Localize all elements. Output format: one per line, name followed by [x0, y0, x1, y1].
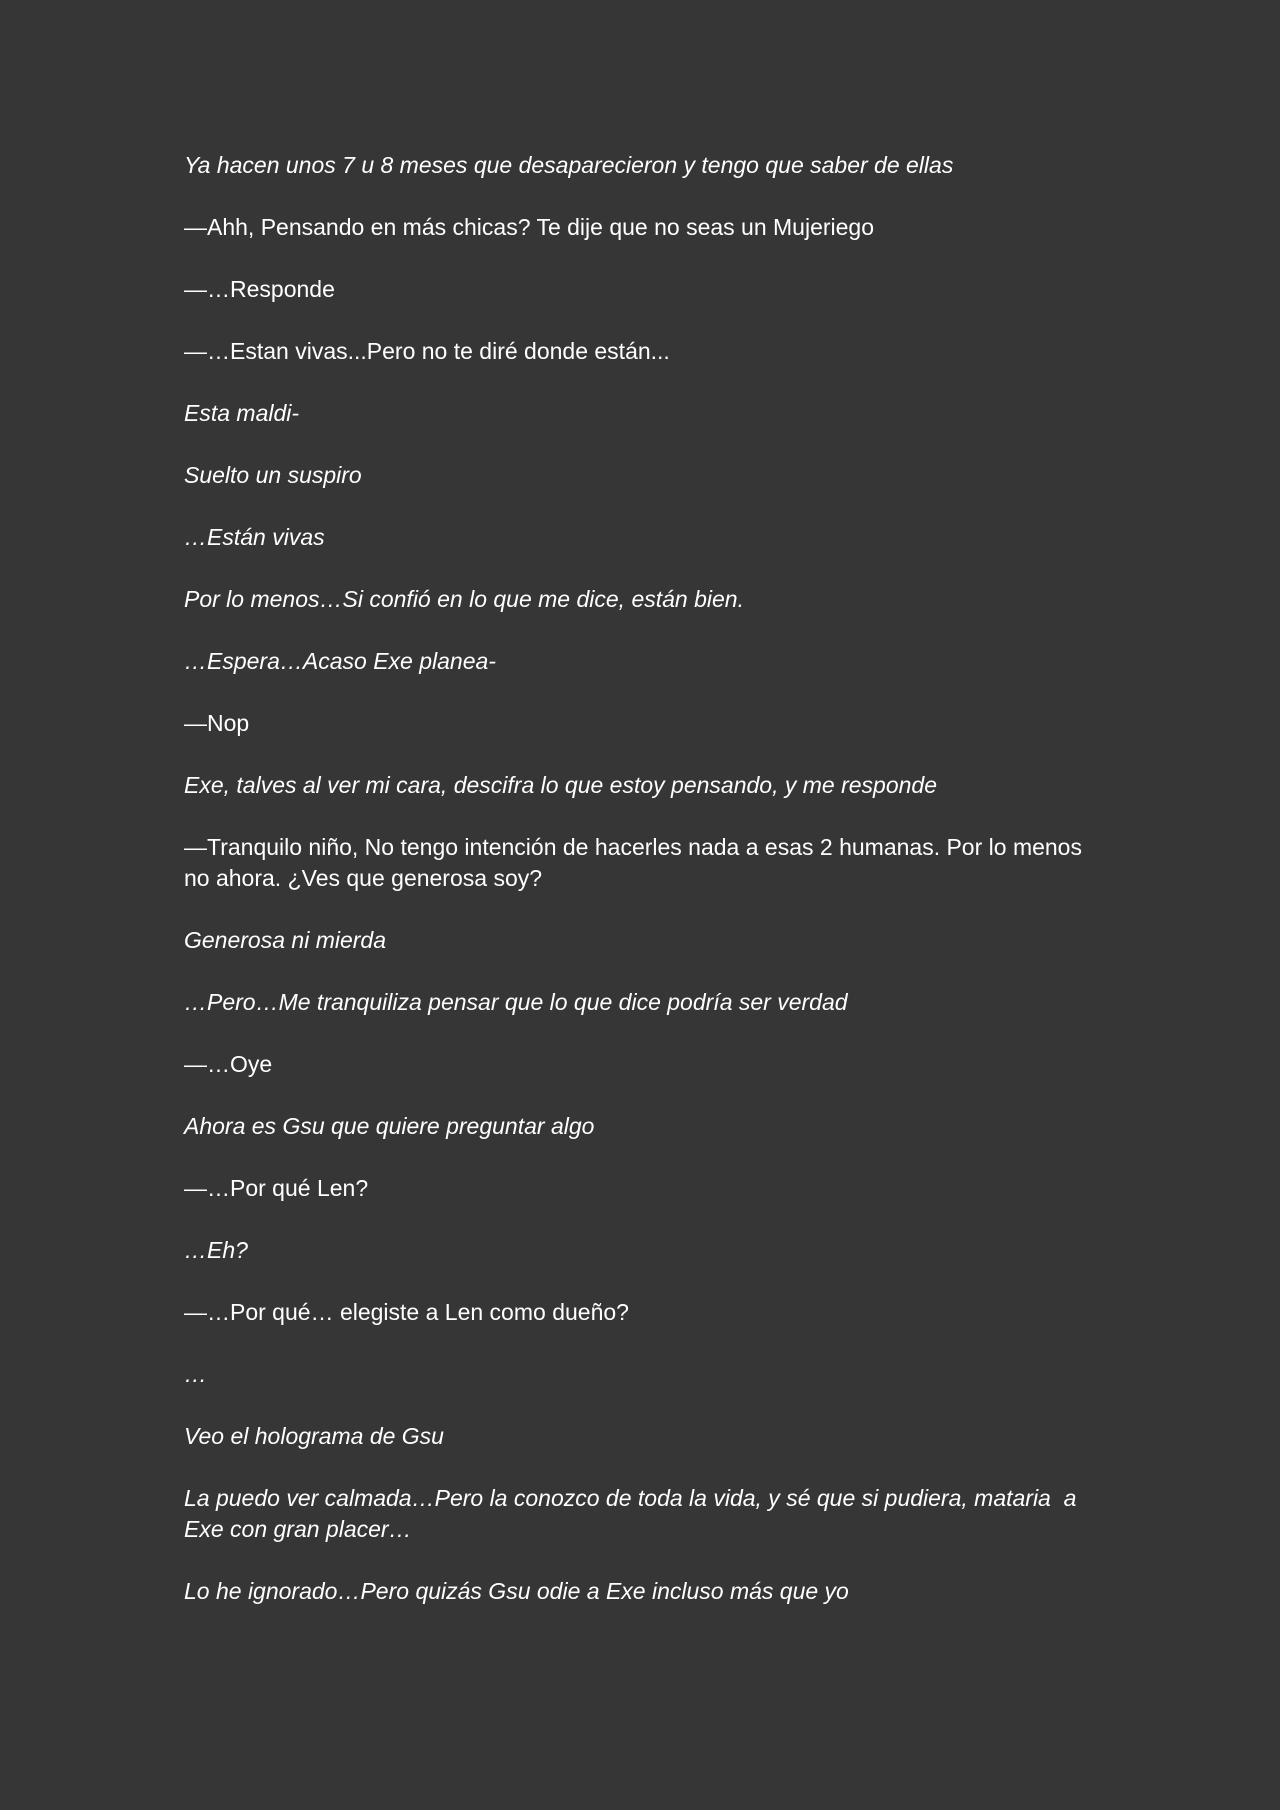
paragraph-17: —…Por qué Len? [184, 1175, 369, 1201]
paragraph-13: Generosa ni mierda [184, 927, 386, 953]
paragraph-8: Por lo menos…Si confió en lo que me dice, están bien. [184, 586, 744, 612]
paragraph-10: —Nop [184, 710, 250, 736]
paragraph-16: Ahora es Gsu que quiere preguntar algo [184, 1113, 595, 1139]
paragraph-18: …Eh? [184, 1237, 248, 1263]
paragraph-7: …Están vivas [184, 524, 325, 550]
paragraph-11: Exe, talves al ver mi cara, descifra lo que estoy pensando, y me responde [184, 772, 938, 798]
paragraph-9: …Espera…Acaso Exe planea- [184, 648, 496, 674]
paragraph-1: Ya hacen unos 7 u 8 meses que desaparecieron y tengo que saber de ellas [184, 152, 954, 178]
paragraph-21: Veo el holograma de Gsu [184, 1423, 444, 1449]
paragraph-3: —…Responde [184, 276, 335, 302]
paragraph-5: Esta maldi- [184, 400, 300, 426]
paragraph-22: La puedo ver calmada…Pero la conozco de toda la vida, y sé que si pudiera, mataria a Exe con gran placer… [184, 1485, 1083, 1542]
paragraph-12: —Tranquilo niño, No tengo intención de hacerles nada a esas 2 humanas. Por lo menos no ahora. ¿Ves que generosa soy? [184, 834, 1089, 891]
paragraph-6: Suelto un suspiro [184, 462, 362, 488]
paragraph-19: —…Por qué… elegiste a Len como dueño? [184, 1299, 629, 1325]
story-text [184, 150, 1094, 1607]
paragraph-15: —…Oye [184, 1051, 273, 1077]
paragraph-20: … [184, 1361, 207, 1387]
paragraph-14: …Pero…Me tranquiliza pensar que lo que dice podría ser verdad [184, 989, 848, 1015]
paragraph-23: Lo he ignorado…Pero quizás Gsu odie a Exe incluso más que yo [184, 1578, 849, 1604]
paragraph-4: —…Estan vivas...Pero no te diré donde están... [184, 338, 670, 364]
paragraph-2: —Ahh, Pensando en más chicas? Te dije que no seas un Mujeriego [184, 214, 875, 240]
